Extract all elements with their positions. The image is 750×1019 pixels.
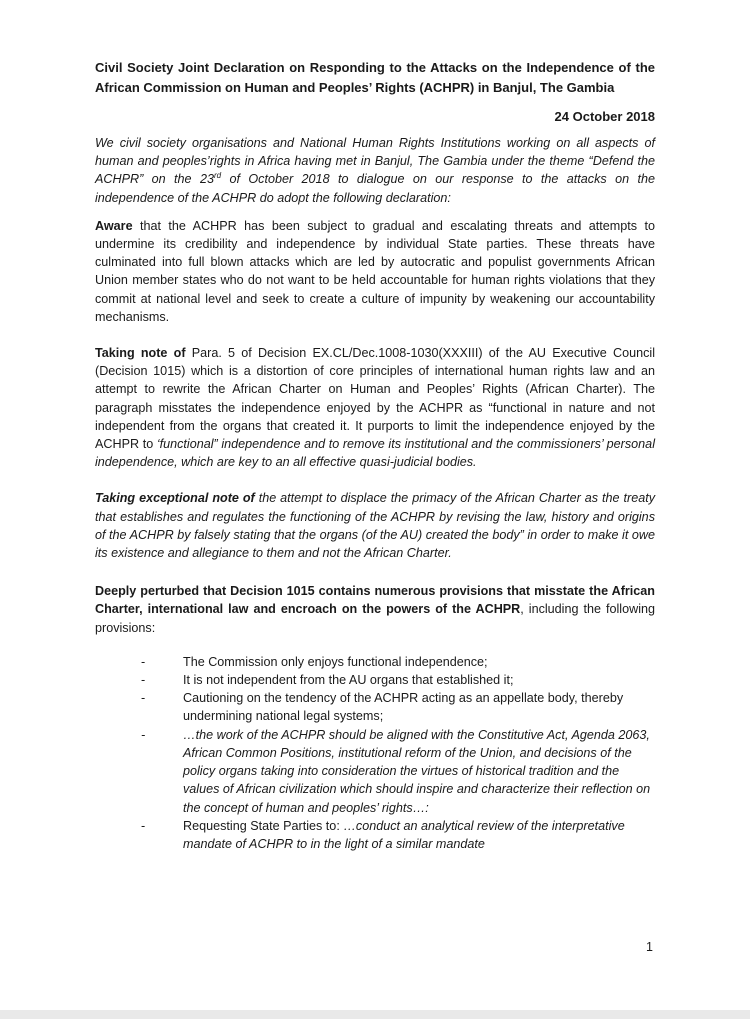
dash-bullet: - (141, 691, 146, 706)
exceptional-note-text: the attempt to displace the primacy of the African Charter as the treaty that establishes and regulates the functioning of the ACHPR by revising the law, history and origins of the ACHPR by falsely stating that the organs (of the AU) created the body” in order to make it owe its existence and allegiance to them and not the African Charter. (95, 491, 655, 561)
taking-note-lead: Taking note of (95, 346, 186, 361)
provision-5-plain: Requesting State Parties to: (183, 818, 344, 833)
taking-note-text: Para. 5 of Decision EX.CL/Dec.1008-1030(XXXIII) of the AU Executive Council (Decision 1015) which is a distortion of core principles of international human rights law and an attempt to rewrite the African Charter on Human and Peoples’ Rights (African Charter). The paragraph misstates the independence enjoyed by the ACHPR as “functional in nature and not independent from the organs that created it. It purports to limit the independence enjoyed by the ACHPR to (95, 346, 655, 452)
document-date: 24 October 2018 (554, 109, 655, 124)
list-item (95, 689, 655, 725)
exceptional-note-lead: Taking exceptional note of (95, 491, 255, 506)
aware-text: that the ACHPR has been subject to gradual and escalating threats and attempts to undermine its credibility and independence by individual State parties. These threats have culminated into full blown attacks which are led by autocratic and populist governments African Union member states who do not want to be held accountable for human rights violations that they commit at national level and seek to create a culture of impunity by weakening our accountability mechanisms. (95, 218, 655, 324)
document-title: Civil Society Joint Declaration on Responding to the Attacks on the Independence of the African Commission on Human and Peoples’ Rights (ACHPR) in Banjul, The Gambia (95, 60, 655, 95)
list-item (95, 653, 655, 671)
list-item (95, 671, 655, 689)
provision-3: Cautioning on the tendency of the ACHPR acting as an appellate body, thereby undermining national legal systems; (183, 691, 624, 724)
list-item (95, 726, 655, 817)
intro-text-b: of October 2018 to dialogue on our response to the attacks on the independence of the ACHPR do adopt the following declaration: (95, 172, 655, 205)
page-number: 1 (646, 940, 653, 954)
intro-paragraph (95, 134, 655, 207)
taking-note-paragraph (95, 344, 655, 471)
perturbed-paragraph (95, 582, 655, 637)
page-edge-divider (0, 1010, 750, 1019)
provision-2: It is not independent from the AU organs that established it; (183, 673, 514, 688)
dash-bullet: - (141, 654, 146, 669)
document-body (95, 58, 655, 853)
dash-bullet: - (141, 673, 146, 688)
intro-text-a: We civil society organisations and National Human Rights Institutions working on all aspects of human and peoples’rights in Africa having met in Banjul, The Gambia under the theme “Defend the ACHPR” on the 23 (95, 136, 655, 187)
aware-lead: Aware (95, 218, 133, 233)
dash-bullet: - (141, 818, 146, 833)
provision-1: The Commission only enjoys functional independence; (183, 654, 488, 669)
provision-5-italic: …conduct an analytical review of the interpretative mandate of ACHPR to in the light of a similar mandate (183, 818, 625, 851)
perturbed-bold: Deeply perturbed that Decision 1015 contains numerous provisions that misstate the African Charter, international law and encroach on the powers of the ACHPR (95, 584, 655, 617)
list-item (95, 817, 655, 853)
perturbed-rest: , including the following provisions: (95, 602, 655, 635)
provisions-list (95, 653, 655, 853)
exceptional-note-paragraph (95, 489, 655, 562)
aware-paragraph (95, 217, 655, 326)
intro-superscript: rd (213, 171, 222, 181)
dash-bullet: - (141, 727, 146, 742)
taking-note-italic: ‘functional” independence and to remove its institutional and the commissioners’ personal independence, which are key to an all effective quasi-judicial bodies. (95, 437, 655, 470)
provision-4: …the work of the ACHPR should be aligned with the Constitutive Act, Agenda 2063, African Common Positions, institutional reform of the Union, and decisions of the policy organs taking into consideration the virtues of historical tradition and the values of African civilization which should inspire and characterize their reflection on the concept of human and peoples’ rights…: (183, 727, 651, 815)
